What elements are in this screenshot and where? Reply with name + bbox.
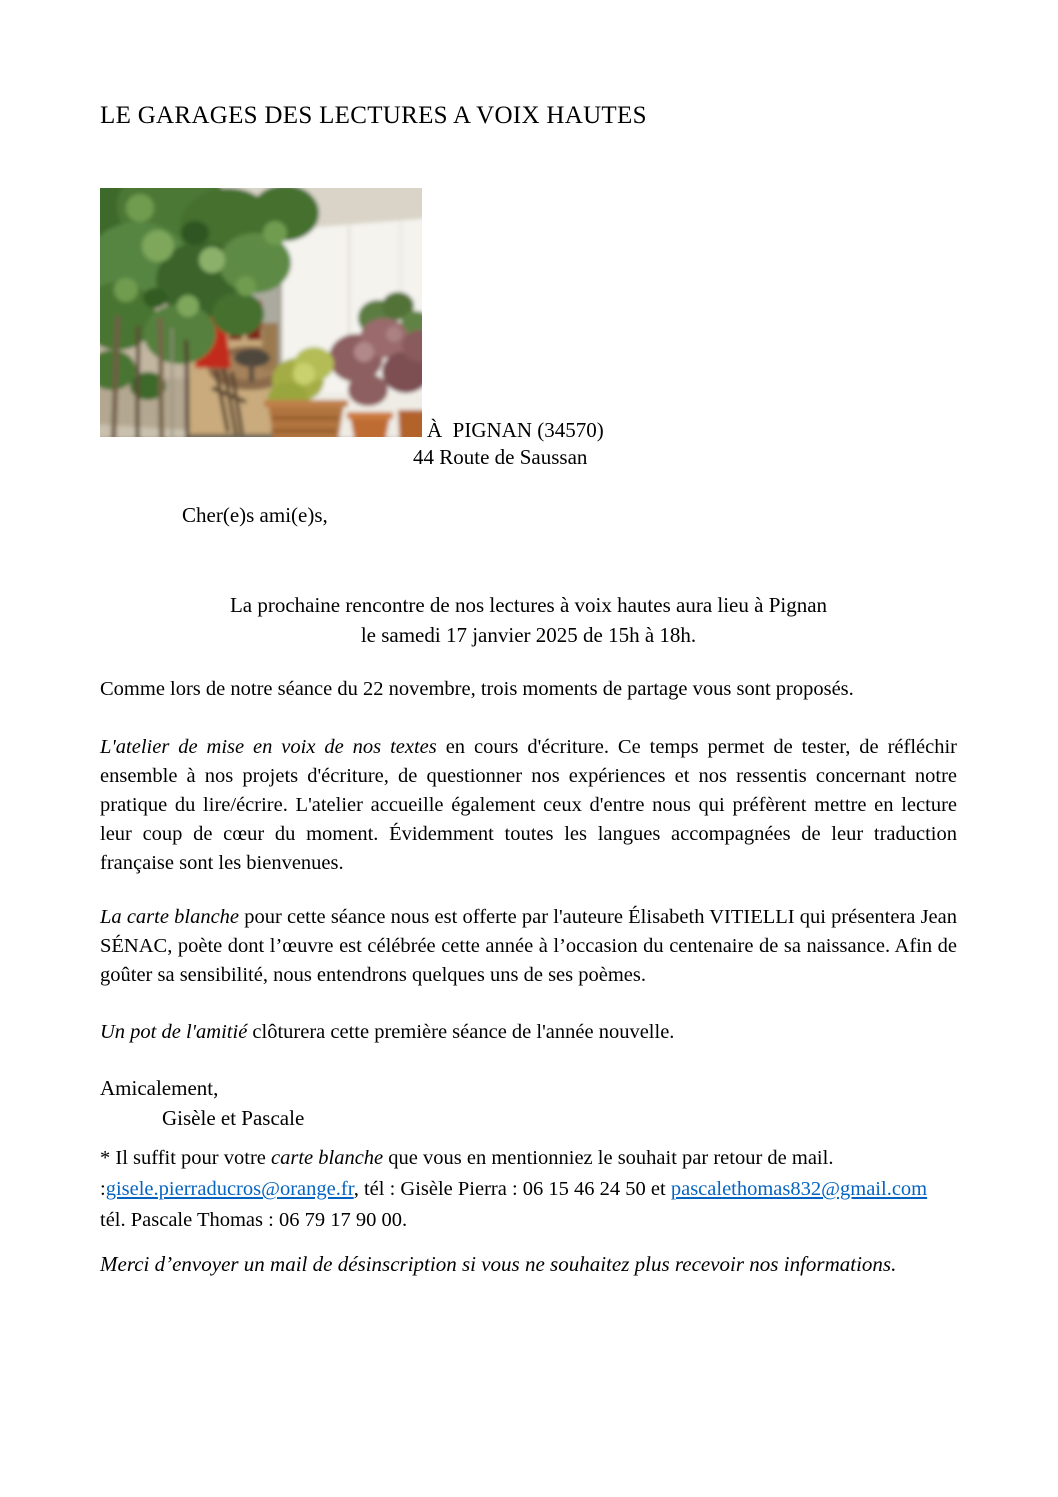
note-part3: , tél : Gisèle Pierra : 06 15 46 24 50 et <box>353 1178 671 1200</box>
email-link-gisele[interactable]: gisele.pierraducros@orange.fr <box>105 1178 354 1200</box>
salutation: Cher(e)s ami(e)s, <box>182 503 328 527</box>
closing-signatures: Gisèle et Pascale <box>162 1106 305 1130</box>
paragraph-atelier <box>100 733 957 878</box>
contact-note <box>100 1143 957 1236</box>
announcement-line2: le samedi 17 janvier 2025 de 15h à 18h. <box>360 623 697 647</box>
closing-regards: Amicalement, <box>100 1076 219 1100</box>
announcement <box>100 590 957 650</box>
email-link-pascale[interactable]: pascalethomas832@gmail.com <box>670 1178 928 1200</box>
unsubscribe-notice: Merci d’envoyer un mail de désinscription si vous ne souhaitez plus recevoir nos informations. <box>100 1252 897 1276</box>
atelier-text: en cours d'écriture. Ce temps permet de tester, de réfléchir ensemble à nos projets d'écriture, de questionner nos expériences et nos ressentis concernant notre pratique du lire/écrire. L'atelier accueille également ceux d'entre nous qui préfèrent mettre en lecture leur coup de cœur du moment. Évidemment toutes les langues accompagnées de leur traduction française sont les bienvenues. <box>100 736 957 874</box>
paragraph-carte-blanche <box>100 903 957 990</box>
location-city: À PIGNAN (34570) <box>427 418 604 442</box>
note-part1: * Il suffit pour votre <box>100 1147 271 1169</box>
photo-row <box>100 188 957 442</box>
photo-painting <box>100 188 422 437</box>
location-street: 44 Route de Saussan <box>413 445 588 469</box>
note-part2: que vous en mentionniez le souhait par retour de mail. : <box>100 1147 834 1200</box>
paragraph-pot-amitie <box>100 1018 957 1047</box>
paragraph-intro: Comme lors de notre séance du 22 novembre, trois moments de partage vous sont proposés. <box>100 678 854 700</box>
garage-photo <box>100 188 422 437</box>
announcement-line1: La prochaine rencontre de nos lectures à voix hautes aura lieu à Pignan <box>229 593 828 617</box>
note-part4: tél. Pascale Thomas : 06 79 17 90 00. <box>100 1209 408 1231</box>
pot-amitie-text: clôturera cette première séance de l'année nouvelle. <box>247 1021 675 1043</box>
atelier-lead-italic: L'atelier de mise en voix de nos textes <box>100 736 437 758</box>
page-title: LE GARAGES DES LECTURES A VOIX HAUTES <box>100 102 647 129</box>
carte-blanche-text: pour cette séance nous est offerte par l'auteure Élisabeth VITIELLI qui présentera Jean SÉNAC, poète dont l’œuvre est célébrée cette année à l’occasion du centenaire de sa naissance. Afin de goûter sa sensibilité, nous entendrons quelques uns de ses poèmes. <box>100 906 958 986</box>
pot-amitie-lead-italic: Un pot de l'amitié <box>100 1021 248 1043</box>
carte-blanche-lead-italic: La carte blanche <box>100 906 240 928</box>
note-carte-blanche-italic: carte blanche <box>271 1147 384 1169</box>
